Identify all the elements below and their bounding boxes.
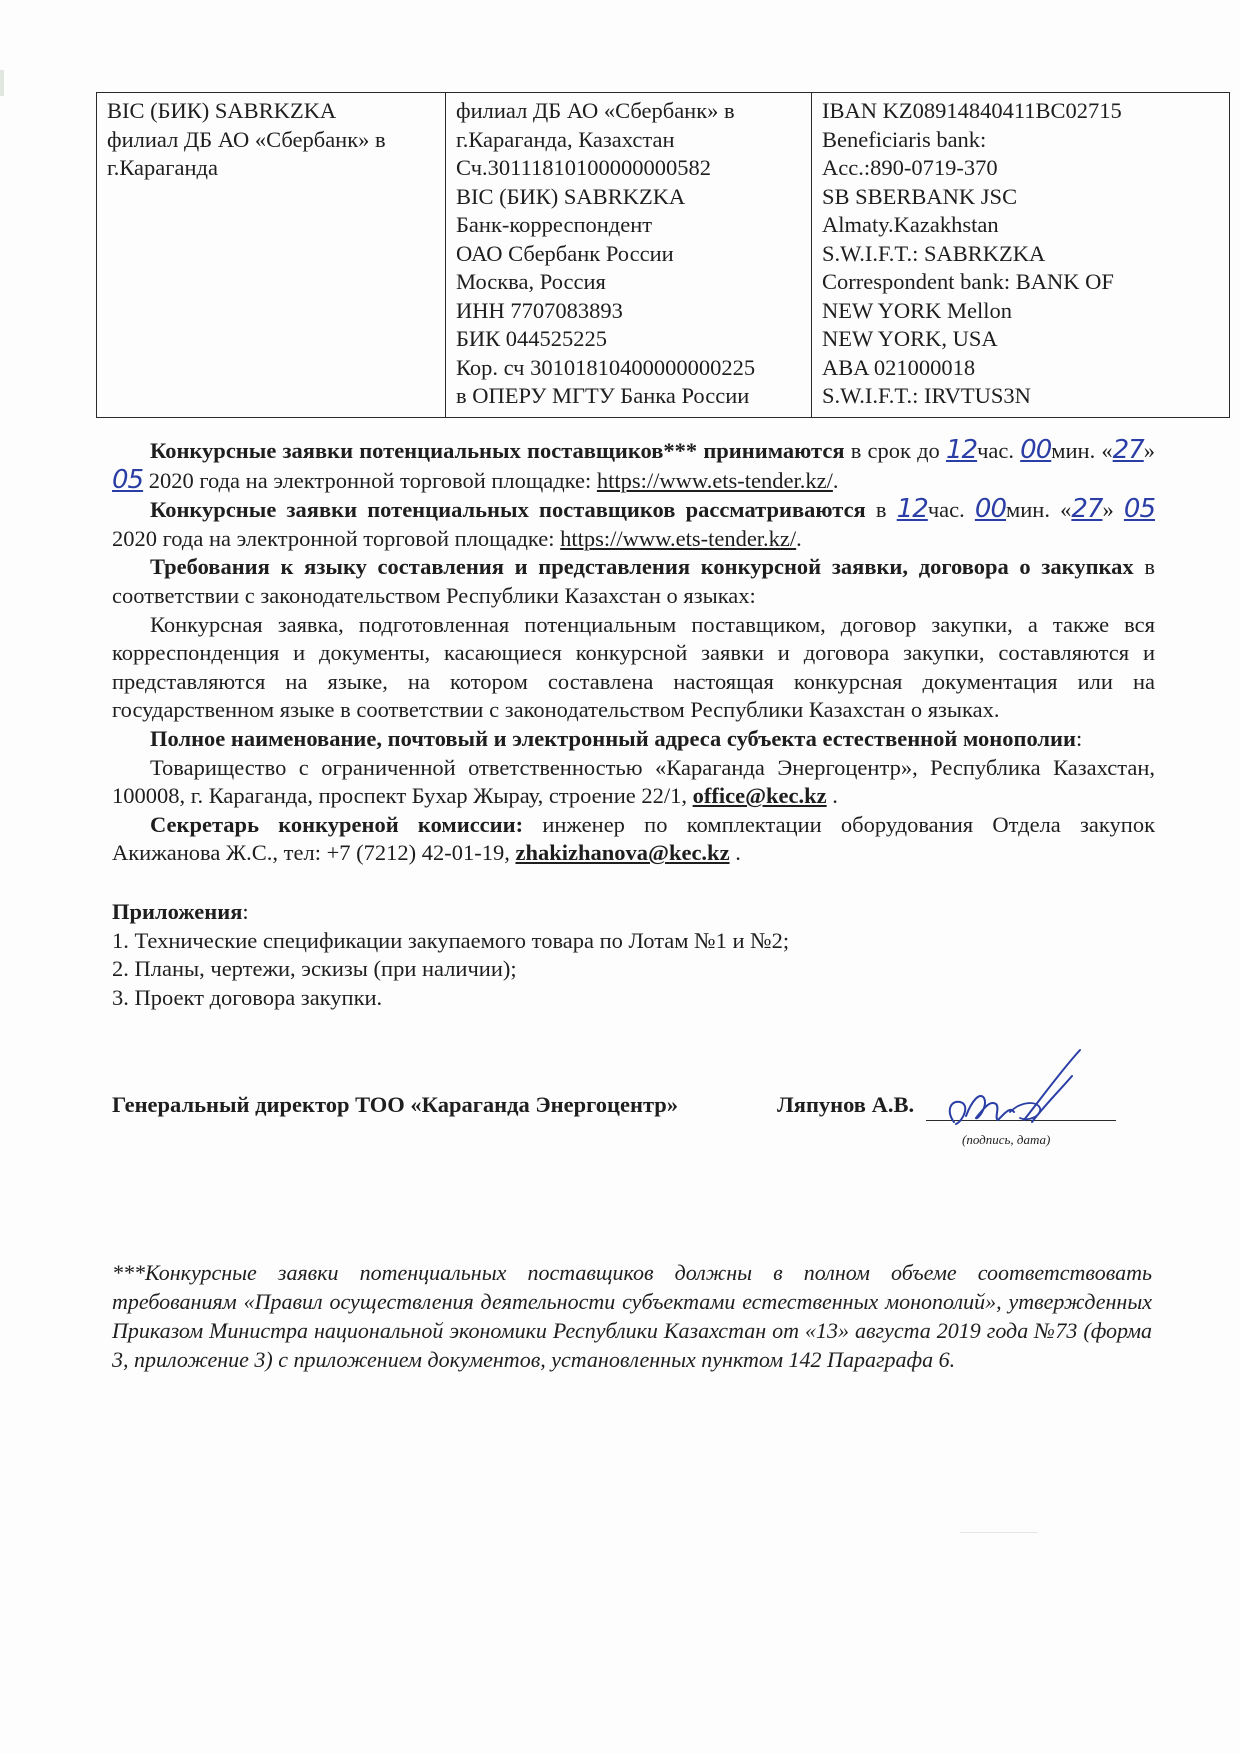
bank-line: Кор. сч 30101810400000000225 — [456, 354, 756, 380]
text-run: в срок до — [844, 438, 946, 463]
bank-line: Сч.30111810100000000582 — [456, 155, 711, 180]
bank-line: БИК 044525225 — [456, 326, 608, 351]
handwritten-day: 27 — [1112, 435, 1144, 465]
bank-line: Банк-корреспондент — [456, 212, 653, 237]
text-run: » — [1143, 438, 1155, 463]
director-name: Ляпунов А.В. — [777, 1092, 915, 1117]
bank-line: BIC (БИК) SABRKZKA — [456, 183, 686, 209]
bank-line: NEW YORK Mellon — [822, 297, 1012, 323]
text-run: в соответствии с законодательством Республики Казахстан о языках: — [112, 554, 1156, 608]
bank-line: BIC (БИК) SABRKZKA — [107, 98, 337, 123]
bank-line: S.W.I.F.T.: IRVTUS3N — [822, 383, 1031, 408]
text-run: : — [1075, 725, 1083, 751]
appendix-item: 3. Проект договора закупки. — [112, 984, 383, 1010]
text-run: час. — [927, 497, 975, 523]
appendix-title — [112, 898, 1155, 927]
bank-col-2 — [446, 93, 812, 418]
bank-line: г.Караганда — [107, 155, 218, 180]
bank-line: Москва, Россия — [456, 269, 606, 294]
bank-line: филиал ДБ АО «Сбербанк» в — [456, 98, 735, 123]
bank-line: IBAN KZ08914840411BC02715 — [822, 98, 1122, 123]
bank-line: ИНН 7707083893 — [456, 297, 623, 323]
entity-body-paragraph — [112, 754, 1155, 811]
bank-line: Acc.:890-0719-370 — [822, 155, 998, 180]
bank-line: в ОПЕРУ МГТУ Банка России — [456, 383, 750, 408]
text-run: . — [826, 783, 838, 809]
entity-heading-paragraph — [112, 725, 1155, 754]
tender-url-link[interactable]: https://www.ets-tender.kz/ — [596, 467, 833, 493]
appendix-item: 2. Планы, чертежи, эскизы (при наличии); — [112, 956, 517, 982]
appendix-title-text: Приложения — [112, 898, 243, 924]
scan-artifact — [960, 1532, 1038, 1533]
bank-col-1 — [97, 93, 446, 418]
bank-line: SB SBERBANK JSC — [822, 183, 1018, 209]
text-run: 2020 года на электронной торговой площадке: — [112, 525, 561, 551]
text-run: мин. « — [1006, 497, 1072, 523]
handwritten-minute: 00 — [974, 494, 1006, 525]
footnote: ***Конкурсные заявки потенциальных поставщиков должны в полном объеме соответствовать требованиям «Правил осуществления деятельности субъектами естественных монополий», утвержденных Приказом Министра национальной экономики Республики Казахстан от «13» августа 2019 года №73 (форма 3, приложение 3) с приложением документов, установленных пунктом 142 Параграфа 6. — [112, 1260, 1152, 1372]
text-run: мин. « — [1051, 438, 1113, 463]
bank-line: филиал ДБ АО «Сбербанк» в — [107, 126, 386, 152]
language-requirements-paragraph — [112, 553, 1155, 610]
handwritten-hour: 12 — [945, 435, 978, 465]
office-email-link[interactable]: office@kec.kz — [692, 783, 827, 809]
bank-line: Correspondent bank: BANK OF — [822, 269, 1114, 294]
secretary-email-link[interactable]: zhakizhanova@kec.kz — [515, 840, 730, 866]
document-body — [112, 436, 1155, 1012]
handwritten-month: 05 — [1123, 494, 1155, 525]
handwritten-month: 05 — [112, 464, 144, 495]
text-run: . — [832, 467, 839, 493]
language-body-paragraph: Конкурсная заявка, подготовленная потенциальным поставщиком, договор закупки, а также вся корреспонденция и документы, касающиеся конкурсной заявки и договора закупки, составляются и представляются на языке, на котором составлена настоящая конкурсная документация или на государственном языке в соответствии с законодательством Республики Казахстан о языках. — [112, 611, 1155, 723]
appendix-item: 1. Технические спецификации закупаемого товара по Лотам №1 и №2; — [112, 927, 790, 953]
text-run: инженер по комплектации оборудования Отдела закупок Акижанова Ж.С., тел: +7 (7212) 42-01-19, — [112, 811, 1155, 866]
text-run: в — [865, 497, 897, 523]
text-run: » — [1102, 497, 1124, 523]
acceptance-paragraph — [112, 436, 1155, 495]
handwritten-signature-icon — [940, 1042, 1110, 1142]
bank-line: ОАО Сбербанк России — [456, 240, 674, 266]
review-heading: Конкурсные заявки потенциальных поставщиков рассматриваются — [150, 497, 866, 523]
bank-line: S.W.I.F.T.: SABRKZKA — [822, 240, 1046, 266]
bank-line: NEW YORK, USA — [822, 326, 998, 351]
text-run: . — [729, 840, 741, 866]
bank-details-table — [96, 92, 1230, 418]
spacer — [112, 868, 1155, 898]
table-row — [97, 93, 1230, 418]
text-run: Товарищество с ограниченной ответственностью «Караганда Энергоцентр», Республика Казахстан, 100008, г. Караганда, проспект Бухар Жырау, строение 22/1, — [112, 754, 1155, 809]
handwritten-day: 27 — [1071, 494, 1103, 525]
tender-url-link[interactable]: https://www.ets-tender.kz/ — [560, 525, 797, 551]
text-run: . — [796, 525, 802, 551]
secretary-heading: Секретарь конкуреной комиссии: — [150, 811, 524, 837]
secretary-paragraph — [112, 811, 1155, 868]
text-run: час. — [977, 438, 1021, 463]
scan-artifact — [0, 70, 4, 96]
bank-line: ABA 021000018 — [822, 354, 976, 380]
bank-col-3 — [812, 93, 1230, 418]
text-run: 2020 года на электронной торговой площадке: — [143, 467, 597, 493]
handwritten-minute: 00 — [1020, 435, 1052, 465]
bank-line: г.Караганда, Казахстан — [456, 126, 675, 152]
bank-line: Beneficiaris bank: — [822, 126, 987, 152]
text-run: : — [242, 898, 249, 924]
handwritten-hour: 12 — [896, 494, 928, 525]
language-heading: Требования к языку составления и представления конкурсной заявки, договора о закупках — [150, 554, 1134, 580]
review-paragraph — [112, 495, 1155, 553]
director-position: Генеральный директор ТОО «Караганда Энергоцентр» — [112, 1092, 679, 1117]
acceptance-heading: Конкурсные заявки потенциальных поставщиков*** принимаются — [150, 438, 845, 463]
entity-heading: Полное наименование, почтовый и электронный адреса субъекта естественной монополии — [150, 725, 1076, 751]
bank-line: Almaty.Kazakhstan — [822, 212, 999, 237]
signature-caption: (подпись, дата) — [962, 1132, 1051, 1147]
